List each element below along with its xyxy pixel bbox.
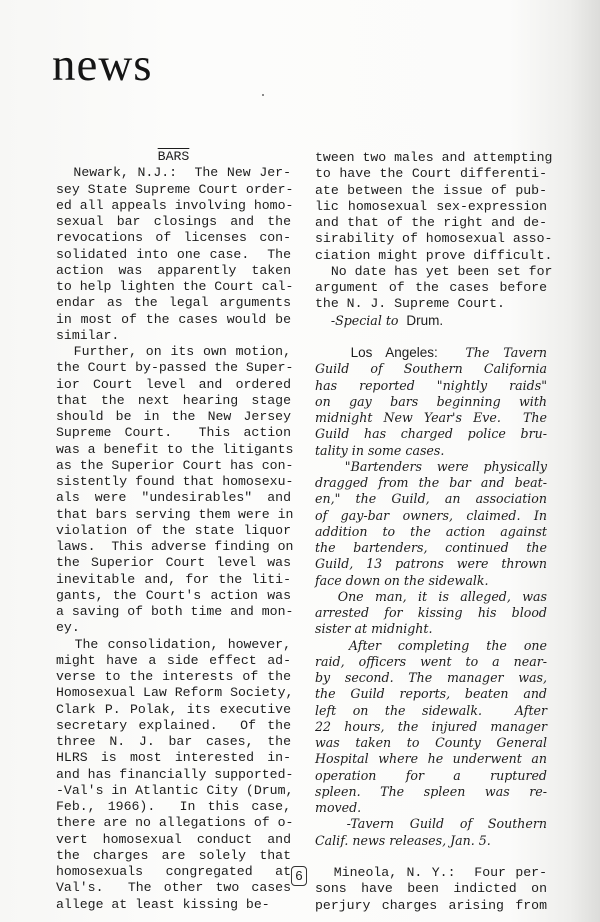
text-line: three N. J. bar cases, the: [56, 734, 291, 749]
section-title: news: [52, 39, 153, 91]
text-line: ate between the issue of pub-: [315, 182, 547, 198]
text-line: The consolidation, however,: [56, 636, 291, 652]
text-line: homosexuals congregated at: [56, 864, 291, 879]
text-line: One man, it is alleged, was: [315, 588, 547, 604]
text-line: 22 hours, the injured manager: [315, 718, 547, 734]
text-line: lic homosexual sex-expression: [315, 198, 547, 214]
bars-credit-prefix: -Special to: [330, 312, 399, 328]
mineola-article: [315, 865, 547, 914]
text-line: secretary explained. Of the: [56, 717, 291, 733]
text-line: similar.: [56, 327, 120, 343]
text-line: Newark, N.J.: The New Jer-: [56, 165, 291, 181]
text-line: Homosexual Law Reform Society,: [56, 685, 294, 701]
text-line: verse to the interests of the: [56, 669, 291, 684]
text-line: Guild of Southern California: [315, 361, 547, 377]
la-first-line: [315, 345, 547, 361]
article-heading-bars: [56, 149, 291, 165]
text-line: moved.: [315, 800, 362, 815]
text-line: the charges are solely that: [56, 847, 291, 863]
text-line: and that of the right and de-: [315, 215, 547, 230]
text-line: "Bartenders were physically: [315, 458, 547, 474]
la-first-text: The Tavern: [437, 345, 547, 360]
los-angeles-article: [315, 345, 547, 849]
text-line: sistently found that homosexu-: [56, 474, 294, 489]
text-line: left on the sidewalk. After: [315, 702, 547, 718]
text-line: Clark P. Polak, its executive: [56, 701, 291, 717]
left-column: [56, 149, 294, 913]
text-line: After completing the one: [315, 637, 547, 653]
text-line: the Superior Court level was: [56, 555, 291, 571]
text-line: to help lighten the Court cal-: [56, 279, 294, 294]
text-line: addition to the action against: [315, 523, 547, 539]
text-line: Mineola, N. Y.: Four per-: [315, 865, 547, 880]
text-line: was a benefit to the litigants: [56, 441, 294, 457]
text-line: en," the Guild, an association: [315, 491, 547, 507]
text-line: to have the Court differenti-: [315, 166, 547, 182]
text-line: Hospital where he underwent an: [315, 751, 547, 767]
text-line: of gay-bar owners, claimed. In: [315, 507, 547, 523]
text-line: the Court by-passed the Super-: [56, 360, 294, 376]
text-line: has reported "nightly raids": [315, 377, 547, 393]
text-line: violation of the state liquor: [56, 522, 291, 538]
text-line: Further, on its own motion,: [56, 344, 291, 359]
text-line: that bars serving them were in: [56, 506, 294, 522]
text-line: a saving of both time and mon-: [56, 604, 294, 619]
text-line: Feb., 1966). In this case,: [56, 799, 291, 814]
text-line: the N. J. Supreme Court.: [315, 296, 505, 312]
text-line: No date has yet been set for: [315, 263, 553, 279]
text-line: solidated into one case. The: [56, 246, 291, 262]
text-line: might have a side effect ad-: [56, 652, 291, 668]
text-line: Val's. The other two cases: [56, 880, 291, 896]
text-line: operation for a ruptured: [315, 767, 547, 783]
text-line: revocations of licenses con-: [56, 230, 291, 246]
text-line: the bartenders, continued the: [315, 540, 547, 555]
text-line: inevitable and, for the liti-: [56, 571, 291, 587]
text-line: and has financially supported-: [56, 766, 294, 782]
text-line: in most of the cases would be: [56, 311, 291, 327]
text-line: ior Court level and ordered: [56, 376, 291, 392]
la-dateline: Los Angeles:: [350, 345, 438, 360]
text-line: sister at midnight.: [315, 621, 433, 637]
text-line: dragged from the bar and beat-: [315, 475, 547, 490]
bars-credit-line: [315, 313, 547, 329]
text-line: vert homosexual conduct and: [56, 831, 291, 847]
speck: [262, 94, 264, 96]
text-line: gants, the Court's action was: [56, 587, 291, 603]
text-line: should be in the New Jersey: [56, 409, 291, 424]
text-line: ey.: [56, 620, 80, 636]
text-line: as the Superior Court has con-: [56, 457, 294, 473]
text-line: arrested for kissing his blood: [315, 605, 547, 620]
text-line: the Guild reports, beaten and: [315, 686, 547, 702]
text-line: that the next hearing stage: [56, 392, 291, 408]
text-line: was taken to County General: [315, 735, 547, 750]
text-line: spleen. The spleen was re-: [315, 783, 547, 799]
text-line: sexual bar closings and the: [56, 214, 291, 229]
spacer: [315, 849, 547, 865]
right-column: [315, 150, 553, 914]
text-line: laws. This adverse finding on: [56, 539, 294, 554]
text-line: allege at least kissing be-: [56, 896, 270, 912]
spacer: [315, 329, 547, 345]
text-line: tween two males and attempting: [315, 150, 553, 165]
page-number: 6: [291, 866, 307, 886]
text-line: ciation might prove difficult.: [315, 247, 553, 263]
text-line: Guild has charged police bru-: [315, 426, 547, 442]
text-line: there are no allegations of o-: [56, 815, 294, 831]
text-line: sons have been indicted on: [315, 881, 547, 897]
text-line: action was apparently taken: [56, 262, 291, 278]
text-line: midnight New Year's Eve. The: [315, 410, 547, 425]
text-line: perjury charges arising from: [315, 897, 547, 913]
text-line: by second. The manager was,: [315, 670, 547, 685]
heading-text: BARS: [157, 149, 190, 164]
text-line: -Tavern Guild of Southern: [315, 816, 547, 832]
text-line: tality in some cases.: [315, 442, 445, 458]
text-line: raid, officers went to a near-: [315, 653, 547, 669]
text-line: ed all appeals involving homo-: [56, 197, 294, 213]
bars-credit-source: Drum.: [406, 312, 444, 328]
text-line: Guild, 13 patrons were thrown: [315, 556, 547, 572]
text-line: sey State Supreme Court order-: [56, 181, 294, 197]
text-line: Calif. news releases, Jan. 5.: [315, 832, 491, 848]
text-line: endar as the legal arguments: [56, 295, 291, 311]
text-line: als were "undesirables" and: [56, 490, 291, 506]
bars-article-body: [56, 165, 294, 913]
text-line: sirability of homosexual asso-: [315, 231, 553, 247]
text-line: -Val's in Atlantic City (Drum,: [56, 782, 294, 798]
bars-article-continued: [315, 150, 553, 313]
text-line: face down on the sidewalk.: [315, 572, 489, 588]
text-line: Supreme Court. This action: [56, 425, 291, 441]
text-line: argument of the cases before: [315, 280, 547, 295]
text-line: on gay bars beginning with: [315, 393, 547, 409]
text-line: HLRS is most interested in-: [56, 750, 291, 766]
